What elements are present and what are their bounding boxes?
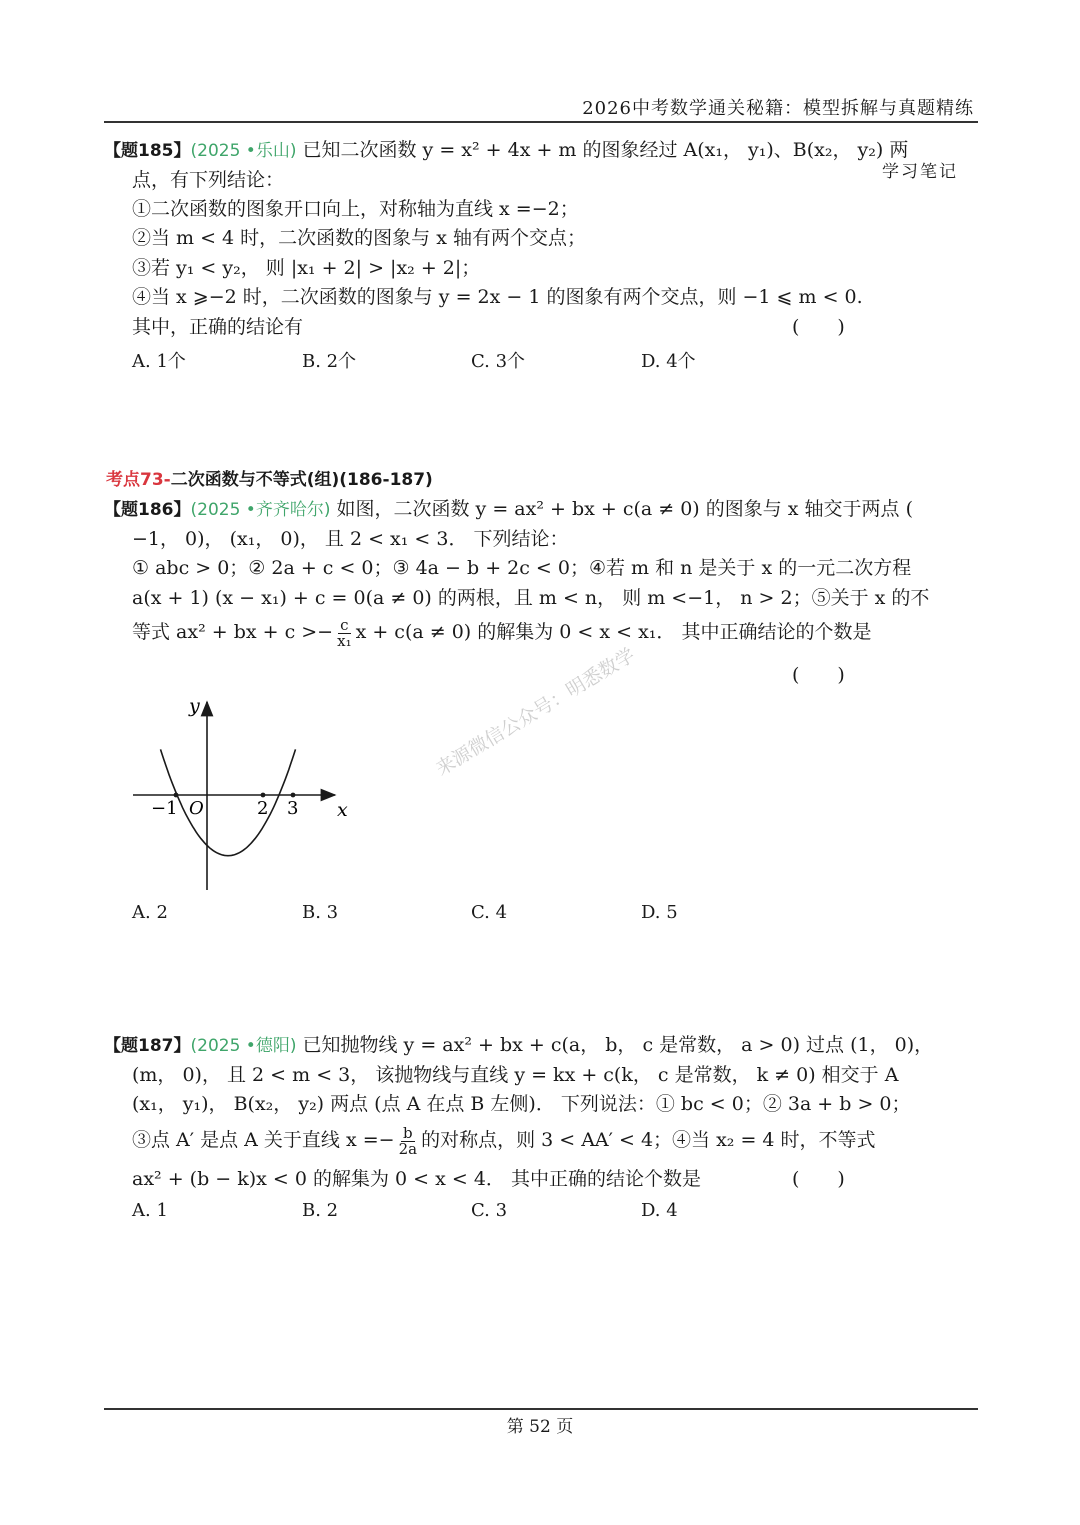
q187-option-a: A. 1 <box>132 1200 168 1221</box>
q185-line-6: ④当 x ⩾−2 时，二次函数的图象与 y = 2x − 1 的图象有两个交点，则 −1 ⩽ m < 0. <box>132 286 863 308</box>
tick-label-3: 3 <box>287 798 299 819</box>
q186-line-5-post: x + c(a ≠ 0) 的解集为 0 < x < x₁． 其中正确结论的个数是 <box>355 621 872 643</box>
q185-first-line <box>104 135 908 166</box>
page-number: 第 52 页 <box>506 1417 574 1437</box>
q185-option-b: B. 2个 <box>302 351 357 372</box>
watermark: 来源微信公众号：明悉数学 <box>432 643 639 781</box>
tick-label-neg1: −1 <box>151 798 178 819</box>
q186-line-4: a(x + 1) (x − x₁) + c = 0(a ≠ 0) 的两根，且 m < n， 则 m <−1， n > 2；⑤关于 x 的不 <box>132 587 930 609</box>
running-header-title: 2026中考数学通关秘籍：模型拆解与真题精练 <box>582 98 974 119</box>
q185-source: (2025 •乐山) <box>190 141 297 161</box>
footer-rule <box>104 1408 978 1410</box>
q186-option-d: D. 5 <box>641 902 678 923</box>
q186-fraction <box>335 615 353 650</box>
q186-tag: 【题186】 <box>104 500 191 520</box>
q185-line-2: 点，有下列结论： <box>132 169 285 191</box>
q187-source: (2025 •德阳) <box>190 1036 297 1056</box>
q186-option-a: A. 2 <box>132 902 168 923</box>
point-neg1 <box>174 793 179 798</box>
x-axis-label: x <box>337 799 348 821</box>
point-2 <box>261 793 266 798</box>
q186-line-3: ① abc > 0；② 2a + c < 0；③ 4a − b + 2c < 0；④若 m 和 n 是关于 x 的一元二次方程 <box>132 557 912 579</box>
q187-first-line <box>104 1030 933 1061</box>
q185-option-a: A. 1个 <box>132 351 186 372</box>
q187-line-4-pre: ③点 A′ 是点 A 关于直线 x =− <box>132 1129 395 1151</box>
q185-line-7: 其中，正确的结论有 <box>132 316 304 338</box>
q187-frac-den: 2a <box>398 1139 418 1158</box>
header-rule <box>104 121 978 123</box>
q187-tag: 【题187】 <box>104 1036 191 1056</box>
parabola-curve <box>161 749 299 855</box>
q185-line-3: ①二次函数的图象开口向上，对称轴为直线 x =−2； <box>132 198 579 220</box>
notes-label: 学习笔记 <box>882 162 958 182</box>
q186-frac-den: x₁ <box>337 631 352 650</box>
q185-line-5: ③若 y₁ < y₂， 则 |x₁ + 2| > |x₂ + 2|； <box>132 257 481 279</box>
q185-line-4: ②当 m < 4 时，二次函数的图象与 x 轴有两个交点； <box>132 227 586 249</box>
q187-option-d: D. 4 <box>641 1200 678 1221</box>
section-heading <box>106 464 433 495</box>
q186-first-line <box>104 494 913 525</box>
point-3 <box>291 793 296 798</box>
q187-option-c: C. 3 <box>471 1200 508 1221</box>
q185-answer-paren: ( ) <box>792 316 845 338</box>
q187-frac-num: b <box>403 1123 413 1142</box>
q186-line-5 <box>132 617 871 649</box>
y-axis-label: y <box>189 695 200 717</box>
q187-line-2: (m， 0)， 且 2 < m < 3， 该抛物线与直线 y = kx + c(k， c 是常数， k ≠ 0) 相交于 A <box>132 1064 899 1086</box>
parabola-graph <box>125 690 360 900</box>
section-title: 二次函数与不等式(组)(186-187) <box>170 470 433 490</box>
q185-line-1: 已知二次函数 y = x² + 4x + m 的图象经过 A(x₁， y₁)、B(x₂， y₂) 两 <box>302 139 909 161</box>
q187-line-1: 已知抛物线 y = ax² + bx + c(a， b， c 是常数， a > 0) 过点 (1， 0)， <box>302 1034 934 1056</box>
q186-line-5-pre: 等式 ax² + bx + c >− <box>132 621 334 643</box>
q187-line-3: (x₁， y₁)， B(x₂， y₂) 两点 (点 A 在点 B 左侧)． 下列说法：① bc < 0；② 3a + b > 0； <box>132 1093 911 1115</box>
q187-line-5: ax² + (b − k)x < 0 的解集为 0 < x < 4． 其中正确的结论个数是 <box>132 1168 701 1190</box>
q186-answer-paren: ( ) <box>792 664 845 686</box>
section-label: 考点73- <box>106 470 171 490</box>
q186-option-c: C. 4 <box>471 902 508 923</box>
q185-option-d: D. 4个 <box>641 351 696 372</box>
q186-line-1: 如图，二次函数 y = ax² + bx + c(a ≠ 0) 的图象与 x 轴交于两点 ( <box>336 498 913 520</box>
q187-option-b: B. 2 <box>302 1200 339 1221</box>
q187-line-4-post: 的对称点，则 3 < AA′ < 4；④当 x₂ = 4 时，不等式 <box>421 1129 876 1151</box>
q186-option-b: B. 3 <box>302 902 339 923</box>
tick-label-2: 2 <box>257 798 269 819</box>
q187-fraction <box>397 1123 420 1158</box>
q186-line-2: −1， 0)， (x₁， 0)， 且 2 < x₁ < 3． 下列结论： <box>132 528 569 550</box>
q185-option-c: C. 3个 <box>471 351 526 372</box>
q187-line-4 <box>132 1125 876 1157</box>
q186-frac-num: c <box>340 615 349 634</box>
q187-answer-paren: ( ) <box>792 1168 845 1190</box>
q185-tag: 【题185】 <box>104 141 191 161</box>
origin-label: O <box>189 798 204 819</box>
q186-source: (2025 •齐齐哈尔) <box>190 500 331 520</box>
